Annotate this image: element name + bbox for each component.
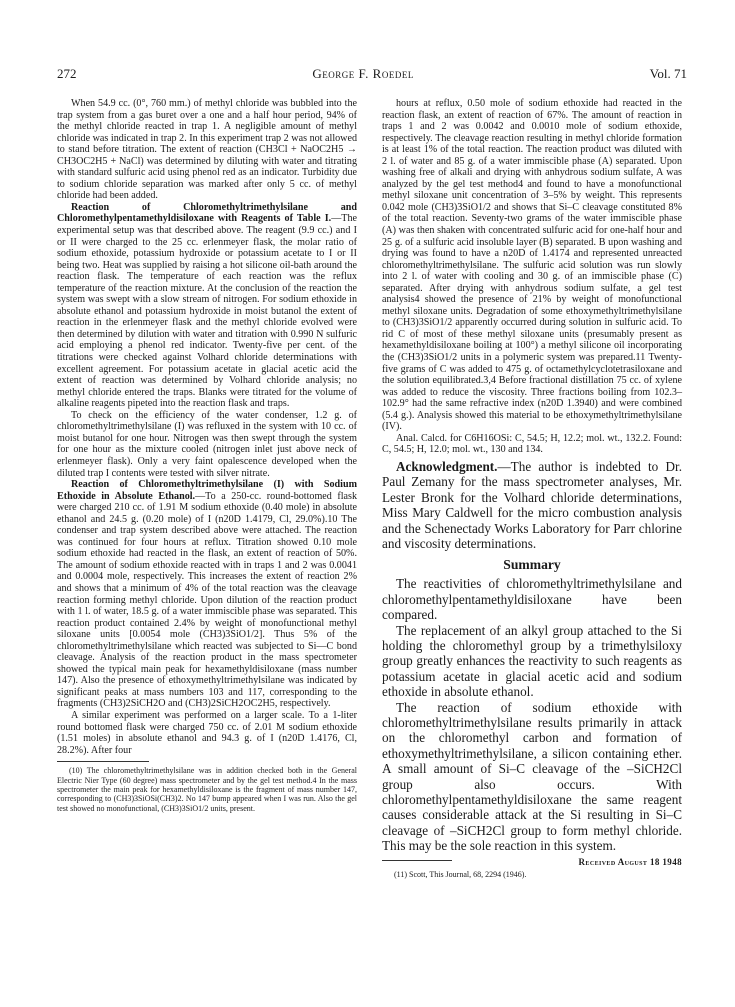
acknowledgment-heading: Acknowledgment. [396,458,498,474]
paragraph-reflux-results: hours at reflux, 0.50 mole of sodium ethoxide had reacted in the reaction flask, an extent of reaction of 67%. The amount of reaction in traps 1 and 2 was 0.0042 and 0.0010 mole of sodium ethoxide, respectively. The cleavage reaction resulting in methyl chloride formation is at least 1% of the total reaction. The reaction product was diluted with 2 l. of water and 85 g. of a water immiscible phase (A) separated. Upon washing free of alkali and drying with anhydrous sodium sulfate, A was analyzed by the gel test method4 and found to have a monofunctional methyl siloxane unit concentration of 3–5% by weight. This represents 0.042 mole (CH3)3SiO1/2 and shows that Si–C cleavage constituted 8% of the total reaction. Seventy-two grams of the water immiscible phase (A) was then shaken with concentrated sulfuric acid for one-half hour and 25 g. of a sulfuric acid insoluble layer (B) separated. B upon washing and drying was found to have a n20D of 1.4174 and represented unreacted chloromethyltrimethylsilane. The sulfuric acid solution was run slowly into 2 l. of water with cooling and 30 g. of an immiscible phase (C) separated. After drying with anhydrous sodium sulfate, a gel test analysis4 showed the presence of 21% by weight of monofunctional methyl siloxane units. Degradation of some ethoxymethyltrimethylsilane to (CH3)3SiO1/2 apparently occurred during solution in sulfuric acid. To rid C of most of these methyl siloxane units (presumably present as hexamethyldisiloxane boiling at 100°) a methyl silicone oil incorporating the (CH3)3SiO1/2 units in a polymeric system was prepared.11 Twenty-five grams of C was added to 475 g. of octamethylcyclotetrasiloxane and the solution equilibrated.3,4 Before fractional distillation 75 cc. of xylene was added to reduce the viscosity. Three fractions boiling from 102.3–102.9° had the same refractive index (n20D 1.3940) and were combined (5.4 g.). Analysis showed this material to be ethoxymethyltrimethylsilane (IV). [382,98,682,433]
paragraph-larger-scale: A similar experiment was performed on a larger scale. To a 1-liter round bottomed flask were charged 750 cc. of 2.01 M sodium ethoxide (1.51 moles) in absolute ethanol and 94.3 g. of I (n20D 1.4176, Cl, 28.2%). After four [57,709,357,756]
paragraph-sodium-ethoxide: Reaction of Chloromethyltrimethylsilane (I) with Sodium Ethoxide in Absolute Ethanol.—To a 250-cc. round-bottomed flask were charged 210 cc. of 1.91 M sodium ethoxide (0.40 mole) in absolute ethanol and 24.5 g. (0.20 mole) of I (n20D 1.4179, Cl, 29.0%).10 The condenser and trap system described above were attached. The reaction was continued for four hours at reflux. Titration showed 0.10 mole sodium ethoxide had reacted in the flask, an extent of reaction of 50%. The amount of sodium ethoxide reacted with in traps 1 and 2 was 0.0041 and 0.0004 mole, respectively. This increases the extent of reaction 2% and shows that a minimum of 4% of the total reaction was the cleavage reaction forming methyl chloride. Upon dilution of the reaction product with 1 l. of water, 18.5 g. of a water immiscible phase was separated. This reaction product contained 2.4% by weight of monofunctional methyl siloxane units [0.0054 mole (CH3)3SiO1/2]. Thus 5% of the chloromethyltrimethylsilane which reacted was subjected to Si—C bond cleavage. Analysis of the reaction product in the mass spectrometer showed the typical main peak for hexamethyldisiloxane (mass number 147). Also the presence of ethoxymethyltrimethylsilane was indicated by significant peaks at mass numbers 103 and 117, corresponding to the fragments (CH3)2SiCH2O and (CH3)2SiCH2OC2H5, respectively. [57,479,357,710]
summary-paragraph-3: The reaction of sodium ethoxide with chloromethyltrimethylsilane results primarily in attack on the chloromethyl carbon and formation of ethoxymethyltrimethylsilane, a silicon containing ether. A small amount of Si–C cleavage of the –SiCH2Cl group also occurs. With chloromethylpentamethyldisiloxane the same reagent causes considerable attack at the Si resulting in Si–C cleavage of –SiCH2Cl group to form methyl chloride. This may be the sole reaction in this system. [382,699,682,854]
analysis-line: Anal. Calcd. for C6H16OSi: C, 54.5; H, 12.2; mol. wt., 132.2. Found: C, 54.5; H, 12.0; mol. wt., 130 and 134. [382,432,682,456]
acknowledgment: Acknowledgment.—The author is indebted to Dr. Paul Zemany for the mass spectrometer analyses, Mr. Lester Bronk for the Volhard chloride determinations, Miss Mary Caldwell for the micro combustion analysis and the Schenectady Works Laboratory for Parr chlorine and viscosity determinations. [382,458,682,551]
left-column [57,98,357,813]
page-number: 272 [57,66,77,81]
footnote-10: (10) The chloromethyltrimethylsilane was in addition checked both in the General Electric Nier Type (60 degree) mass spectrometer and by the gel test method.4 In the mass spectrometer the main peak for hexamethyldisiloxane is the fragment of mass number 147, corresponding to (CH3)3SiOSi(CH3)2. No 147 bump appeared when I was run. Also the gel test showed no monofunctional, (CH3)3SiO1/2 units, present. [57,766,357,813]
received-divider [382,860,452,861]
summary-paragraph-2: The replacement of an alkyl group attached to the Si holding the chloromethyl group by a trimethylsiloxy group greatly enhances the reactivity to such reagents as potassium acetate in glacial acetic acid and sodium ethoxide in absolute ethanol. [382,622,682,700]
section-heading-reaction-table-i: Reaction of Chloromethyltrimethylsilane and Chloromethylpentamethyldisiloxane with Reagents of Table I. [57,201,357,225]
paragraph-condenser-check: To check on the efficiency of the water condenser, 1.2 g. of chloromethyltrimethylsilane (I) was refluxed in the system with 10 cc. of moist butanol for one hour. Nitrogen was then swept through the system for one hour as the mixture cooled (nitrogen inlet just above neck of erlenmeyer flask). Only a very faint opalescence developed when the diluted trap I contents were tested with silver nitrate. [57,409,357,479]
paragraph-methyl-chloride-trap: When 54.9 cc. (0°, 760 mm.) of methyl chloride was bubbled into the trap system from a gas buret over a one and a half hour period, 94% of the methyl chloride reacted in trap 1. A negligible amount of methyl chloride was indicated in trap 2. In this experiment trap 2 was not allowed to stand before titration. The extent of reaction (CH3Cl + NaOC2H5 → CH3OC2H5 + NaCl) was determined by diluting with water and titrating with standard sulfuric acid using phenol red as an indicator. Turbidity due to sodium chloride separation was marked after only 5 cc. of methyl chloride had been added. [57,98,357,202]
paragraph-reaction-table-i: Reaction of Chloromethyltrimethylsilane and Chloromethylpentamethyldisiloxane with Reagents of Table I.—The experimental setup was that described above. The reagent (9.9 cc.) and I or II were charged to the 25 cc. erlenmeyer flask, the molar ratio of sodium ethoxide, potassium hydroxide or potassium acetate to I or II being two. Heat was supplied by raising a hot silicone oil-bath around the reaction flask. The temperature of each reaction was the reflux temperature of the reaction mixture. At the conclusion of the reaction the system was swept with a slow stream of nitrogen. For sodium ethoxide in absolute ethanol and potassium hydroxide in moist butanol the extent of reaction in the erlenmeyer flask and the methyl chloride evolved were then determined by dilution with water and titration with 0.990 N sulfuric acid employing a phenol red indicator. Twenty-five per cent. of the titrations were checked against Volhard chloride determinations with excellent agreement. For potassium acetate in glacial acetic acid the extent of reaction was determined by Volhard chloride analysis; no methyl chloride entered the traps. Blanks were titrated for the volume of alkaline reagents pipeted into the reaction flask and traps. [57,201,357,410]
page-header [57,66,687,86]
footnote-11: (11) Scott, This Journal, 68, 2294 (1946). [394,869,527,879]
summary-heading: Summary [503,557,561,573]
received-date: Received August 18 1948 [578,856,682,867]
footnote-divider [57,761,149,762]
summary-paragraph-1: The reactivities of chloromethyltrimethylsilane and chloromethylpentamethyldisiloxane have been compared. [382,576,682,623]
section-heading-sodium-ethoxide: Reaction of Chloromethyltrimethylsilane (I) with Sodium Ethoxide in Absolute Ethanol. [57,479,357,502]
volume-label: Vol. 71 [649,66,687,81]
right-column [382,98,682,879]
running-author: George F. Roedel [312,66,414,81]
